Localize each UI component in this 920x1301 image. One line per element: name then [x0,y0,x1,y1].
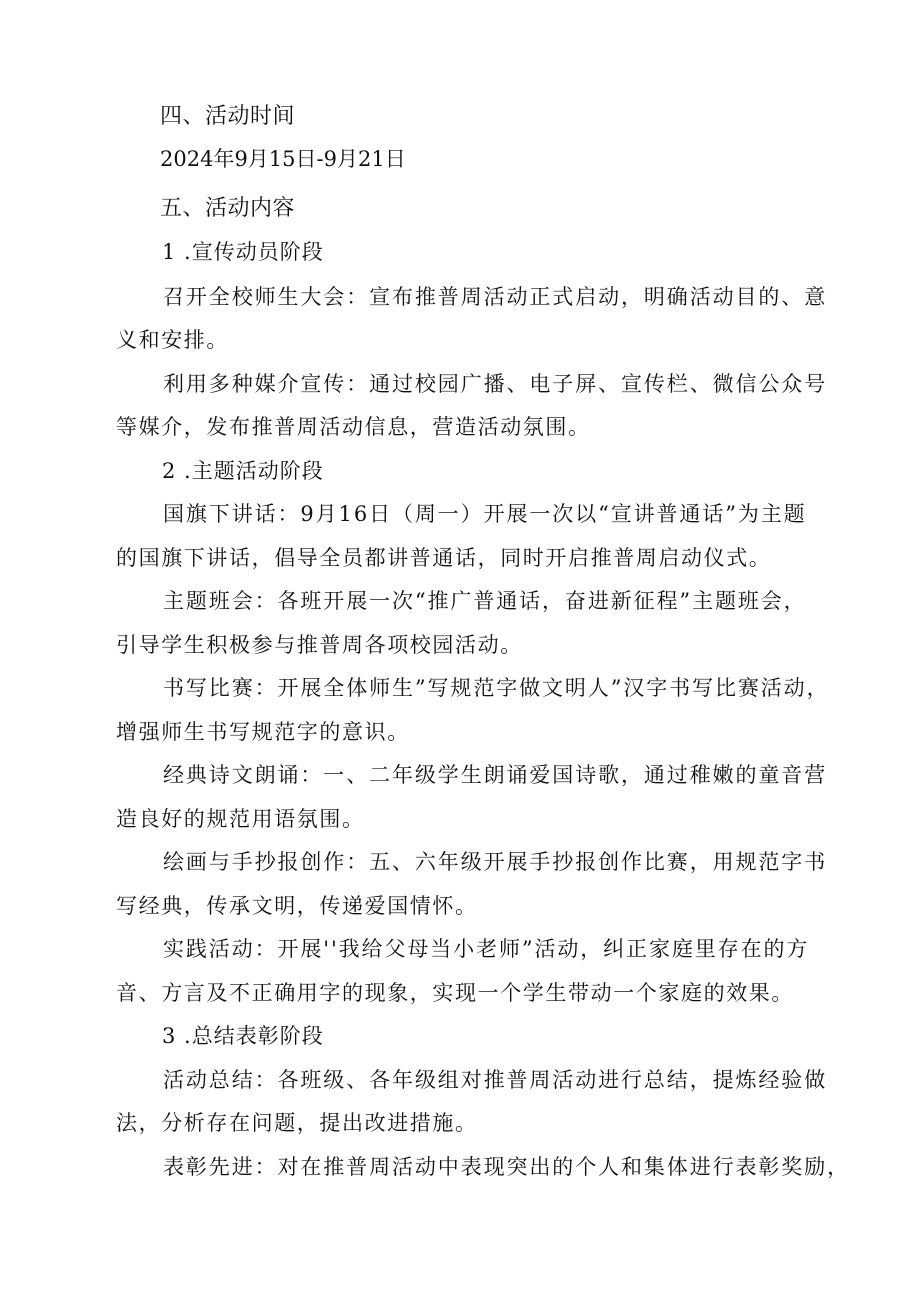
activity-date-range: 2024年9月15日-9月21日 [160,147,406,171]
paragraph-line: 写经典，传承文明，传递爱国情怀。 [116,894,478,918]
section-heading-activity-content: 五、活动内容 [160,196,296,221]
paragraph-line: 国旗下讲话：9月16日（周一）开展一次以“宣讲普通话”为主题 [163,502,807,526]
paragraph-line: 等媒介，发布推普周活动信息，营造活动氛围。 [116,415,591,439]
paragraph-line: 经典诗文朗诵：一、二年级学生朗诵爱国诗歌，通过稚嫩的童音营 [163,763,828,787]
paragraph-line: 音、方言及不正确用字的现象，实现一个学生带动一个家庭的效果。 [116,981,794,1005]
paragraph-line: 利用多种媒介宣传：通过校园广播、电子屏、宣传栏、微信公众号 [163,372,828,396]
paragraph-line: 绘画与手抄报创作：五、六年级开展手抄报创作比赛，用规范字书 [163,850,828,874]
paragraph-line: 义和安排。 [116,328,229,352]
stage-title-summary-commendation: 3 .总结表彰阶段 [162,1024,324,1048]
section-heading-activity-time: 四、活动时间 [160,104,296,129]
paragraph-line: 引导学生积极参与推普周各项校园活动。 [116,633,523,657]
paragraph-line: 实践活动：开展''我给父母当小老师”活动，纠正家庭里存在的方 [163,937,810,961]
paragraph-line: 的国旗下讲话，倡导全员都讲普通话，同时开启推普周启动仪式。 [116,546,772,570]
paragraph-line: 法，分析存在问题，提出改进措施。 [116,1111,478,1135]
paragraph-line: 主题班会：各班开展一次“推广普通话，奋进新征程”主题班会， [163,589,807,613]
stage-title-theme-activities: 2 .主题活动阶段 [162,459,324,483]
paragraph-line: 表彰先进：对在推普周活动中表现突出的个人和集体进行表彰奖励， [163,1155,850,1179]
paragraph-line: 造良好的规范用语氛围。 [116,807,365,831]
paragraph-line: 增强师生书写规范字的意识。 [116,720,410,744]
paragraph-line: 活动总结：各班级、各年级组对推普周活动进行总结，提炼经验做 [163,1068,828,1092]
paragraph-line: 书写比赛：开展全体师生”写规范字做文明人”汉字书写比赛活动， [163,676,830,700]
paragraph-line: 召开全校师生大会：宣布推普周活动正式启动，明确活动目的、意 [163,285,828,309]
stage-title-publicity: 1 .宣传动员阶段 [162,240,324,264]
